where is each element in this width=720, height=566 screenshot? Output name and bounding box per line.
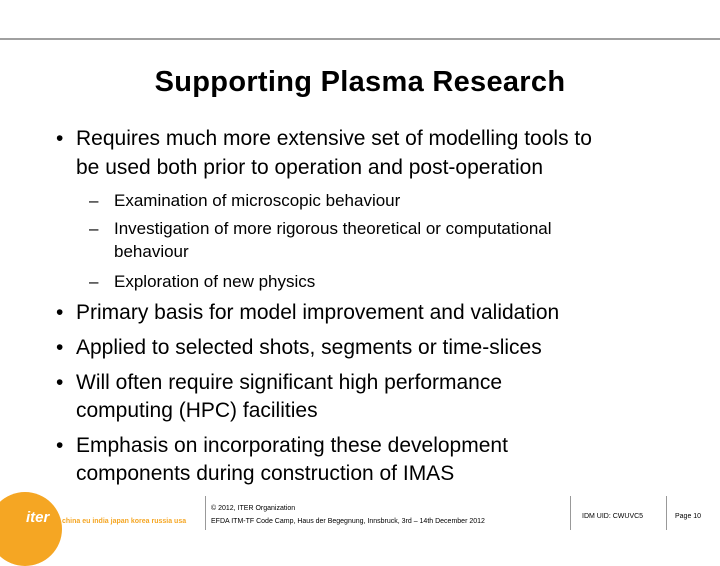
sub-bullet-text: Exploration of new physics	[114, 272, 316, 291]
idm-uid: IDM UID: CWUVC5	[582, 513, 644, 520]
dash-glyph: –	[89, 219, 99, 238]
copyright-text: © 2012, ITER Organization	[211, 505, 296, 512]
event-text: EFDA ITM-TF Code Camp, Haus der Begegnung, Innsbruck, 3rd – 14th December 2012	[211, 518, 485, 525]
bullet-glyph: •	[56, 127, 64, 150]
bullet-text: be used both prior to operation and post-operation	[76, 156, 543, 179]
footer-divider	[570, 496, 571, 530]
iter-logo	[0, 492, 62, 566]
header-rule	[0, 38, 720, 40]
bullet-text: Applied to selected shots, segments or time-slices	[76, 336, 542, 359]
bullet-text: components during construction of IMAS	[76, 462, 455, 485]
footer-divider	[666, 496, 667, 530]
bullet-text: Requires much more extensive set of modelling tools to	[76, 127, 592, 150]
sub-bullet-text: Examination of microscopic behaviour	[114, 191, 401, 210]
iter-logo-text: iter	[26, 509, 50, 526]
dash-glyph: –	[89, 191, 99, 210]
sub-bullet-text: behaviour	[114, 242, 189, 261]
bullet-glyph: •	[56, 371, 64, 394]
bullet-text: Will often require significant high performance	[76, 371, 503, 394]
sub-bullet-text: Investigation of more rigorous theoretical or computational	[114, 219, 552, 238]
bullet-glyph: •	[56, 301, 64, 324]
bullet-text: computing (HPC) facilities	[76, 399, 318, 422]
bullet-text: Primary basis for model improvement and validation	[76, 301, 560, 324]
footer-divider	[205, 496, 206, 530]
dash-glyph: –	[89, 272, 99, 291]
bullet-glyph: •	[56, 434, 64, 457]
slide-title: Supporting Plasma Research	[154, 66, 566, 98]
partners-text: china eu india japan korea russia usa	[62, 518, 187, 525]
bullet-text: Emphasis on incorporating these development	[76, 434, 508, 457]
page-number: Page 10	[675, 513, 702, 520]
bullet-glyph: •	[56, 336, 64, 359]
